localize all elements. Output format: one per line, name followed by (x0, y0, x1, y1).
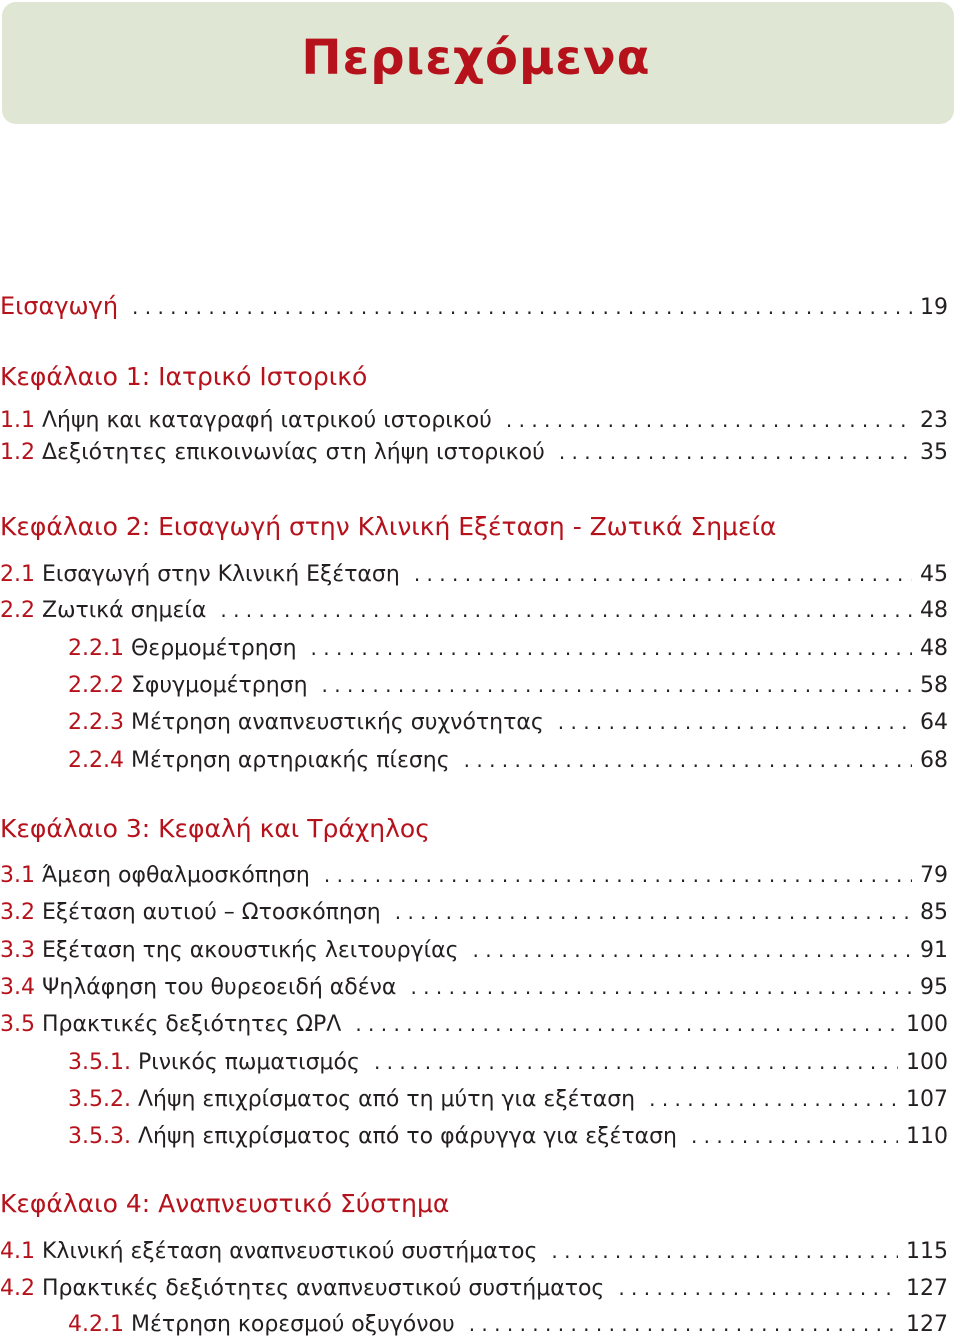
toc-entry-label: Σφυγμομέτρηση (130, 673, 308, 698)
toc-entry-label: Άμεση οφθαλμοσκόπηση (42, 863, 310, 888)
toc-entry-label: Λήψη επιχρίσματος από το φάρυγγα για εξέταση (137, 1124, 677, 1149)
section-number: 2.2.2 (68, 673, 124, 698)
dot-leader (473, 938, 912, 962)
toc-entry-label: Κλινική εξέταση αναπνευστικού συστήματος (42, 1239, 538, 1264)
toc-entry-label: Πρακτικές δεξιότητες αναπνευστικού συστήματος (42, 1276, 605, 1301)
toc-page-number: 95 (920, 975, 948, 1000)
toc-entry-intro[interactable] (0, 292, 948, 320)
toc-entry[interactable] (0, 562, 948, 587)
toc-entry-label: Μέτρηση κορεσμού οξυγόνου (130, 1312, 455, 1337)
dot-leader (355, 1012, 898, 1036)
dot-leader (132, 295, 912, 319)
toc-page-number: 127 (906, 1312, 948, 1337)
chapter-heading: Κεφάλαιο 2: Εισαγωγή στην Κλινική Εξέταση - Ζωτικά Σημεία (0, 512, 777, 541)
toc-page-number: 48 (920, 598, 948, 623)
dot-leader (324, 863, 912, 887)
toc-page-number: 91 (920, 938, 948, 963)
toc-page-number: 68 (920, 748, 948, 773)
toc-page-number: 79 (920, 863, 948, 888)
section-number: 3.3 (0, 938, 35, 963)
dot-leader (322, 673, 912, 697)
toc-entry-label: Ρινικός πωματισμός (137, 1050, 360, 1075)
section-number: 3.5 (0, 1012, 35, 1037)
section-number: 2.2.1 (68, 636, 124, 661)
toc-entry-label: Λήψη και καταγραφή ιατρικού ιστορικού (42, 408, 492, 433)
dot-leader (469, 1312, 898, 1336)
section-number: 2.2 (0, 598, 35, 623)
toc-entry[interactable] (68, 673, 948, 698)
toc-page-number: 100 (906, 1050, 948, 1075)
toc-page-number: 58 (920, 673, 948, 698)
dot-leader (220, 598, 912, 622)
dot-leader (311, 636, 912, 660)
toc-entry[interactable] (68, 710, 948, 735)
toc-entry[interactable] (68, 1050, 948, 1075)
toc-entry-label: Ψηλάφηση του θυρεοειδή αδένα (42, 975, 397, 1000)
toc-entry-label: Εισαγωγή (0, 292, 119, 320)
section-number: 3.5.1. (68, 1050, 131, 1075)
section-number: 4.1 (0, 1239, 35, 1264)
dot-leader (374, 1050, 898, 1074)
section-number: 2.2.3 (68, 710, 124, 735)
toc-entry-label: Μέτρηση αναπνευστικής συχνότητας (130, 710, 544, 735)
dot-leader (558, 710, 912, 734)
toc-page-number: 107 (906, 1087, 948, 1112)
chapter-heading: Κεφάλαιο 1: Ιατρικό Ιστορικό (0, 362, 368, 391)
toc-entry[interactable] (68, 748, 948, 773)
dot-leader (464, 748, 912, 772)
dot-leader (691, 1124, 898, 1148)
toc-page-number: 100 (906, 1012, 948, 1037)
section-number: 4.2.1 (68, 1312, 124, 1337)
dot-leader (559, 440, 912, 464)
toc-page-number: 45 (920, 562, 948, 587)
toc-entry[interactable] (68, 636, 948, 661)
toc-entry[interactable] (0, 900, 948, 925)
toc-entry[interactable] (0, 863, 948, 888)
section-number: 1.1 (0, 408, 35, 433)
toc-entry-label: Δεξιότητες επικοινωνίας στη λήψη ιστορικού (42, 440, 545, 465)
toc-entry[interactable] (0, 1276, 948, 1301)
toc-entry[interactable] (68, 1087, 948, 1112)
toc-entry[interactable] (0, 938, 948, 963)
toc-entry[interactable] (0, 440, 948, 465)
toc-entry-label: Θερμομέτρηση (130, 636, 297, 661)
toc-entry-label: Εισαγωγή στην Κλινική Εξέταση (42, 562, 400, 587)
page-title: Περιεχόμενα (301, 30, 651, 86)
toc-entry-label: Μέτρηση αρτηριακής πίεσης (130, 748, 450, 773)
section-number: 1.2 (0, 440, 35, 465)
chapter-heading: Κεφάλαιο 4: Αναπνευστικό Σύστημα (0, 1189, 450, 1218)
toc-page-number: 35 (920, 440, 948, 465)
dot-leader (551, 1239, 898, 1263)
toc-entry[interactable] (0, 598, 948, 623)
section-number: 3.1 (0, 863, 35, 888)
dot-leader (395, 900, 912, 924)
toc-entry-label: Πρακτικές δεξιότητες ΩΡΛ (42, 1012, 342, 1037)
section-number: 2.1 (0, 562, 35, 587)
dot-leader (414, 562, 912, 586)
toc-entry[interactable] (0, 1012, 948, 1037)
dot-leader (649, 1087, 898, 1111)
toc-page-number: 19 (920, 295, 948, 320)
toc-entry[interactable] (0, 408, 948, 433)
section-number: 4.2 (0, 1276, 35, 1301)
dot-leader (618, 1276, 898, 1300)
chapter-heading: Κεφάλαιο 3: Κεφαλή και Τράχηλος (0, 814, 430, 843)
toc-page-number: 64 (920, 710, 948, 735)
section-number: 3.5.3. (68, 1124, 131, 1149)
toc-page-number: 23 (920, 408, 948, 433)
toc-page-number: 110 (906, 1124, 948, 1149)
toc-page-number: 127 (906, 1276, 948, 1301)
toc-entry[interactable] (68, 1312, 948, 1337)
toc-entry-label: Λήψη επιχρίσματος από τη μύτη για εξέταση (137, 1087, 636, 1112)
toc-entry-label: Εξέταση αυτιού – Ωτοσκόπηση (42, 900, 381, 925)
dot-leader (410, 975, 912, 999)
toc-page-number: 48 (920, 636, 948, 661)
section-number: 3.5.2. (68, 1087, 131, 1112)
toc-entry-label: Ζωτικά σημεία (42, 598, 207, 623)
toc-entry[interactable] (0, 975, 948, 1000)
toc-page-number: 85 (920, 900, 948, 925)
toc-entry[interactable] (0, 1239, 948, 1264)
toc-entry[interactable] (68, 1124, 948, 1149)
section-number: 3.2 (0, 900, 35, 925)
toc-entry-label: Εξέταση της ακουστικής λειτουργίας (42, 938, 459, 963)
section-number: 2.2.4 (68, 748, 124, 773)
section-number: 3.4 (0, 975, 35, 1000)
toc-page-number: 115 (906, 1239, 948, 1264)
dot-leader (506, 408, 912, 432)
